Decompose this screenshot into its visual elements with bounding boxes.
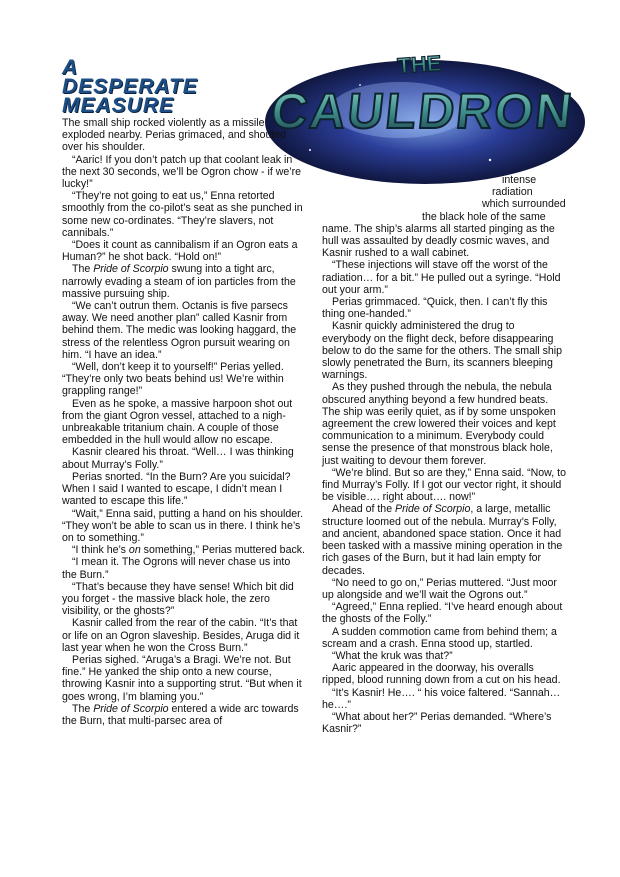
- paragraph: The Pride of Scorpio entered a wide arc towards the Burn, that multi-parsec area of: [62, 702, 299, 727]
- paragraph: “We’re blind. But so are they,” Enna said. “Now, to find Murray’s Folly. If I got our vector right, it should be visible…. right about…. now!”: [322, 466, 566, 504]
- article-title: [62, 58, 242, 115]
- paragraph: Even as he spoke, a massive harpoon shot out from the giant Ogron vessel, attached to a nigh-unbreakable tritanium chain. A couple of those embedded in the hull would allow no escape.: [62, 397, 293, 447]
- logo-small-text: THE: [396, 50, 443, 79]
- paragraph: “We can’t outrun them. Octanis is five parsecs away. We need another plan” called Kasnir from behind them. The medic was looking haggard, the stress of the relentless Ogron pursuit wearing on him. “I have an idea.”: [62, 300, 297, 361]
- paragraph: “They’re not going to eat us,” Enna retorted smoothly from the co-pilot’s seat as she punched in some new co-ordinates. “They’re slavers, not cannibals.”: [62, 190, 303, 239]
- logo-big-text: CAULDRON: [268, 83, 577, 139]
- title-line-2: DESPERATE: [62, 75, 198, 98]
- left-column: [62, 117, 306, 727]
- lead-line: radiation: [492, 186, 533, 199]
- paragraph: “These injections will stave off the worst of the radiation… for a bit.” He pulled out a syringe. “Hold out your arm.”: [322, 259, 561, 296]
- paragraph: The small ship rocked violently as a missile exploded nearby. Perias grimaced, and shouted over his shoulder.: [62, 117, 287, 154]
- paragraph: “What the kruk was that?”: [332, 649, 453, 662]
- paragraph: As they pushed through the nebula, the nebula obscured anything beyond a few hundred beats. The ship was eerily quiet, as if by some unspoken agreement the crew lowered their voices and kept communication to a minimum. Everybody could sense the presence of that monstrous black hole, just waiting to devour them forever.: [322, 381, 556, 467]
- paragraph: “I think he’s on something,” Perias muttered back.: [72, 544, 305, 557]
- right-lead: [322, 174, 566, 223]
- paragraph: “I mean it. The Ogrons will never chase us into the Burn.”: [62, 556, 291, 581]
- paragraph: “What about her?” Perias demanded. “Where’s Kasnir?”: [322, 710, 552, 736]
- ship-name: on: [128, 544, 141, 557]
- right-column: [322, 174, 566, 735]
- paragraph: The Pride of Scorpio swung into a tight arc, narrowly evading a steam of ion particles from the massive pursuing ship.: [62, 263, 296, 300]
- paragraph: “Agreed,” Enna replied. “I’ve heard enough about the ghosts of the Folly.”: [322, 601, 563, 626]
- paragraph: Kasnir cleared his throat. “Well… I was thinking about Murray’s Folly.”: [62, 446, 294, 471]
- paragraph: “It’s Kasnir! He…. “ his voice faltered. “Sannah… he….”: [322, 686, 561, 711]
- paragraph: Kasnir quickly administered the drug to everybody on the flight deck, before disappearing below to do the same for the others. The small ship slowly penetrated the Burn, its scanners bleeping warnings.: [322, 320, 563, 382]
- paragraph: “Does it count as cannibalism if an Ogron eats a Human?” he shot back. “Hold on!”: [62, 239, 298, 264]
- paragraph: “Well, don’t keep it to yourself!” Perias yelled. “They’re only two beats behind us! We’re within grappling range!”: [62, 361, 284, 398]
- ship-name: Pride of Scorpio: [93, 702, 169, 715]
- title-line-1: A: [62, 56, 79, 79]
- lead-line: intense: [502, 174, 537, 186]
- paragraph: “Aaric! If you don’t patch up that coolant leak in the next 30 seconds, we’ll be Ogron chow - if we’re lucky!”: [62, 153, 302, 191]
- paragraph: Aaric appeared in the doorway, his overalls ripped, blood running down from a cut on his head.: [322, 662, 561, 687]
- paragraph: Ahead of the Pride of Scorpio, a large, metallic structure loomed out of the nebula. Murray’s Folly, and ancient, abandoned space station. Once it had been tasked with a massive mining operation in the rich gases of the Burn, but it had lain empty for decades.: [322, 503, 563, 577]
- ship-name: Pride of Scorpio: [93, 263, 169, 276]
- paragraph: “That’s because they have sense! Which bit did you forget - the massive black hole, the zero visibility, or the ghosts?”: [62, 580, 294, 618]
- paragraph: “Wait,” Enna said, putting a hand on his shoulder. “They won’t be able to scan us in there. I think he’s on to something.”: [62, 507, 304, 544]
- title-line-3: MEASURE: [62, 94, 175, 117]
- paragraph: A sudden commotion came from behind them; a scream and a crash. Enna stood up, startled.: [322, 625, 557, 650]
- paragraph: Kasnir called from the rear of the cabin. “It’s that or life on an Ogron slaveship. Besides, Aruga did it last year when he won the Cross Burn.”: [62, 617, 300, 654]
- ship-name: Pride of Scorpio: [395, 503, 471, 516]
- lead-line: which surrounded: [482, 198, 566, 211]
- paragraph: “No need to go on,” Perias muttered. “Just moor up alongside and we’ll wait the Ogrons out.”: [322, 576, 557, 601]
- paragraph: Perias grimmaced. “Quick, then. I can’t fly this thing one-handed.”: [322, 296, 548, 321]
- paragraph: Perias snorted. “In the Burn? Are you suicidal? When I said I wanted to escape, I didn’t mean I wanted to escape this life.”: [62, 470, 291, 508]
- lead-line: the black hole of the same: [422, 210, 546, 223]
- paragraph: Perias sighed. “Aruga’s a Bragi. We’re not. But fine.” He yanked the ship onto a new course, throwing Kasnir into a supporting strut. “But when it goes wrong, I’m blaming you.”: [62, 653, 302, 703]
- paragraph: name. The ship’s alarms all started pinging as the hull was assaulted by deadly cosmic waves, and Kasnir rushed to a wall cabinet.: [322, 222, 555, 260]
